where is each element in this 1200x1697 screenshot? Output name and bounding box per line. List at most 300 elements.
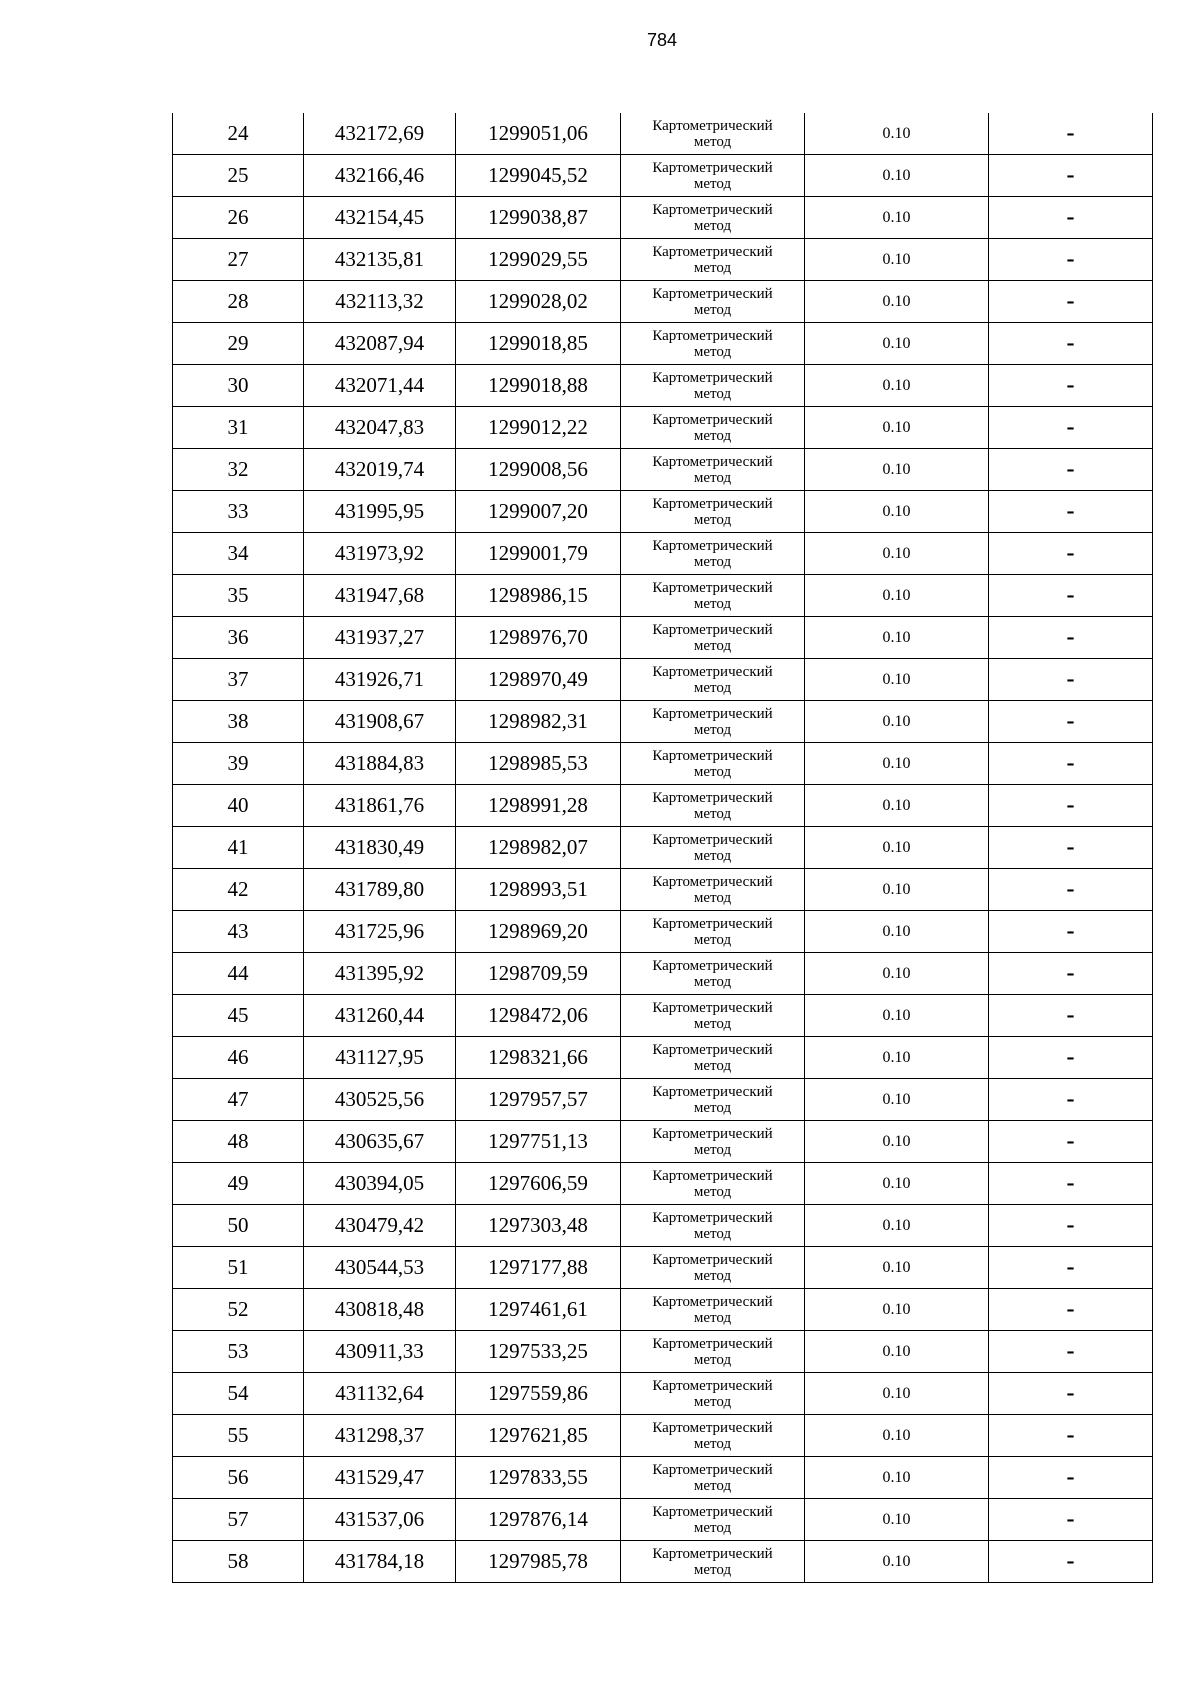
method-line-2: метод: [693, 973, 732, 990]
method-cell: [621, 953, 805, 995]
accuracy-cell: 0.10: [805, 239, 989, 281]
method-line-1: Картометрический: [652, 159, 773, 176]
point-number-cell: 25: [173, 155, 304, 197]
method-cell: [621, 1079, 805, 1121]
table-row: [173, 449, 1153, 491]
point-number-cell: 48: [173, 1121, 304, 1163]
table-row: [173, 197, 1153, 239]
method-line-1: Картометрический: [652, 411, 773, 428]
method-cell: [621, 1499, 805, 1541]
x-coordinate-cell: 432166,46: [304, 155, 456, 197]
method-cell: [621, 1457, 805, 1499]
method-line-2: метод: [693, 1351, 732, 1368]
x-coordinate-cell: 431725,96: [304, 911, 456, 953]
method-cell: [621, 323, 805, 365]
note-cell: -: [989, 155, 1153, 197]
x-coordinate-cell: 431537,06: [304, 1499, 456, 1541]
method-line-2: метод: [693, 469, 732, 486]
method-line-2: метод: [693, 637, 732, 654]
method-line-2: метод: [693, 1225, 732, 1242]
x-coordinate-cell: 431789,80: [304, 869, 456, 911]
note-cell: -: [989, 1373, 1153, 1415]
point-number-cell: 44: [173, 953, 304, 995]
accuracy-cell: 0.10: [805, 365, 989, 407]
y-coordinate-cell: 1297606,59: [456, 1163, 621, 1205]
table-row: [173, 1079, 1153, 1121]
note-cell: -: [989, 1499, 1153, 1541]
point-number-cell: 47: [173, 1079, 304, 1121]
table-row: [173, 1373, 1153, 1415]
method-cell: [621, 1331, 805, 1373]
table-row: [173, 827, 1153, 869]
accuracy-cell: 0.10: [805, 953, 989, 995]
point-number-cell: 28: [173, 281, 304, 323]
method-cell: [621, 827, 805, 869]
note-cell: -: [989, 533, 1153, 575]
accuracy-cell: 0.10: [805, 785, 989, 827]
method-line-1: Картометрический: [652, 495, 773, 512]
method-cell: [621, 1121, 805, 1163]
method-cell: [621, 155, 805, 197]
accuracy-cell: 0.10: [805, 1247, 989, 1289]
table-row: [173, 743, 1153, 785]
y-coordinate-cell: 1298709,59: [456, 953, 621, 995]
note-cell: -: [989, 743, 1153, 785]
table-row: [173, 239, 1153, 281]
table-row: [173, 1121, 1153, 1163]
point-number-cell: 38: [173, 701, 304, 743]
note-cell: -: [989, 1289, 1153, 1331]
accuracy-cell: 0.10: [805, 533, 989, 575]
method-line-1: Картометрический: [652, 1125, 773, 1142]
accuracy-cell: 0.10: [805, 1415, 989, 1457]
y-coordinate-cell: 1298970,49: [456, 659, 621, 701]
method-cell: [621, 1163, 805, 1205]
y-coordinate-cell: 1298982,07: [456, 827, 621, 869]
method-line-2: метод: [693, 1099, 732, 1116]
point-number-cell: 43: [173, 911, 304, 953]
accuracy-cell: 0.10: [805, 1331, 989, 1373]
x-coordinate-cell: 431995,95: [304, 491, 456, 533]
method-line-1: Картометрический: [652, 579, 773, 596]
accuracy-cell: 0.10: [805, 617, 989, 659]
x-coordinate-cell: 431926,71: [304, 659, 456, 701]
accuracy-cell: 0.10: [805, 1037, 989, 1079]
method-cell: [621, 1205, 805, 1247]
table-row: [173, 659, 1153, 701]
method-line-1: Картометрический: [652, 873, 773, 890]
method-line-2: метод: [693, 301, 732, 318]
method-cell: [621, 1415, 805, 1457]
table-row: [173, 281, 1153, 323]
x-coordinate-cell: 430479,42: [304, 1205, 456, 1247]
y-coordinate-cell: 1297833,55: [456, 1457, 621, 1499]
method-line-2: метод: [693, 1561, 732, 1578]
y-coordinate-cell: 1299038,87: [456, 197, 621, 239]
y-coordinate-cell: 1299028,02: [456, 281, 621, 323]
method-line-2: метод: [693, 133, 732, 150]
point-number-cell: 32: [173, 449, 304, 491]
table-row: [173, 155, 1153, 197]
y-coordinate-cell: 1298969,20: [456, 911, 621, 953]
point-number-cell: 52: [173, 1289, 304, 1331]
method-line-2: метод: [693, 385, 732, 402]
x-coordinate-cell: 431127,95: [304, 1037, 456, 1079]
method-line-2: метод: [693, 175, 732, 192]
y-coordinate-cell: 1299007,20: [456, 491, 621, 533]
method-cell: [621, 407, 805, 449]
table-row: [173, 995, 1153, 1037]
accuracy-cell: 0.10: [805, 743, 989, 785]
method-line-1: Картометрический: [652, 663, 773, 680]
method-line-2: метод: [693, 763, 732, 780]
x-coordinate-cell: 432087,94: [304, 323, 456, 365]
method-line-1: Картометрический: [652, 705, 773, 722]
note-cell: -: [989, 1037, 1153, 1079]
method-cell: [621, 197, 805, 239]
note-cell: -: [989, 617, 1153, 659]
accuracy-cell: 0.10: [805, 113, 989, 155]
method-line-2: метод: [693, 931, 732, 948]
note-cell: -: [989, 365, 1153, 407]
x-coordinate-cell: 432047,83: [304, 407, 456, 449]
note-cell: -: [989, 953, 1153, 995]
x-coordinate-cell: 431395,92: [304, 953, 456, 995]
point-number-cell: 35: [173, 575, 304, 617]
y-coordinate-cell: 1298976,70: [456, 617, 621, 659]
method-line-1: Картометрический: [652, 1209, 773, 1226]
y-coordinate-cell: 1297461,61: [456, 1289, 621, 1331]
y-coordinate-cell: 1299012,22: [456, 407, 621, 449]
point-number-cell: 51: [173, 1247, 304, 1289]
y-coordinate-cell: 1298993,51: [456, 869, 621, 911]
x-coordinate-cell: 431884,83: [304, 743, 456, 785]
x-coordinate-cell: 431529,47: [304, 1457, 456, 1499]
method-line-1: Картометрический: [652, 1041, 773, 1058]
x-coordinate-cell: 432019,74: [304, 449, 456, 491]
point-number-cell: 34: [173, 533, 304, 575]
method-line-1: Картометрический: [652, 957, 773, 974]
x-coordinate-cell: 430818,48: [304, 1289, 456, 1331]
table-row: [173, 1415, 1153, 1457]
note-cell: -: [989, 911, 1153, 953]
table-row: [173, 953, 1153, 995]
method-cell: [621, 743, 805, 785]
point-number-cell: 49: [173, 1163, 304, 1205]
point-number-cell: 31: [173, 407, 304, 449]
y-coordinate-cell: 1299045,52: [456, 155, 621, 197]
accuracy-cell: 0.10: [805, 407, 989, 449]
method-cell: [621, 239, 805, 281]
method-line-2: метод: [693, 847, 732, 864]
table-row: [173, 1037, 1153, 1079]
note-cell: -: [989, 1457, 1153, 1499]
accuracy-cell: 0.10: [805, 1289, 989, 1331]
method-line-1: Картометрический: [652, 831, 773, 848]
method-line-2: метод: [693, 721, 732, 738]
note-cell: -: [989, 239, 1153, 281]
point-number-cell: 37: [173, 659, 304, 701]
note-cell: -: [989, 701, 1153, 743]
x-coordinate-cell: 432172,69: [304, 113, 456, 155]
point-number-cell: 27: [173, 239, 304, 281]
table-row: [173, 1205, 1153, 1247]
x-coordinate-cell: 430544,53: [304, 1247, 456, 1289]
point-number-cell: 45: [173, 995, 304, 1037]
x-coordinate-cell: 431830,49: [304, 827, 456, 869]
method-line-1: Картометрический: [652, 999, 773, 1016]
method-line-2: метод: [693, 343, 732, 360]
method-line-1: Картометрический: [652, 1503, 773, 1520]
method-line-1: Картометрический: [652, 1419, 773, 1436]
method-line-2: метод: [693, 1183, 732, 1200]
point-number-cell: 30: [173, 365, 304, 407]
method-cell: [621, 1289, 805, 1331]
x-coordinate-cell: 430394,05: [304, 1163, 456, 1205]
y-coordinate-cell: 1298982,31: [456, 701, 621, 743]
method-line-1: Картометрический: [652, 1461, 773, 1478]
accuracy-cell: 0.10: [805, 701, 989, 743]
note-cell: -: [989, 575, 1153, 617]
method-line-1: Картометрический: [652, 1083, 773, 1100]
method-line-2: метод: [693, 1141, 732, 1158]
note-cell: -: [989, 323, 1153, 365]
accuracy-cell: 0.10: [805, 197, 989, 239]
method-line-1: Картометрический: [652, 1545, 773, 1562]
accuracy-cell: 0.10: [805, 281, 989, 323]
method-line-2: метод: [693, 259, 732, 276]
x-coordinate-cell: 431908,67: [304, 701, 456, 743]
x-coordinate-cell: 430525,56: [304, 1079, 456, 1121]
accuracy-cell: 0.10: [805, 1163, 989, 1205]
table-row: [173, 1247, 1153, 1289]
method-line-2: метод: [693, 595, 732, 612]
y-coordinate-cell: 1299051,06: [456, 113, 621, 155]
table-row: [173, 617, 1153, 659]
method-cell: [621, 869, 805, 911]
table-row: [173, 869, 1153, 911]
point-number-cell: 50: [173, 1205, 304, 1247]
note-cell: -: [989, 491, 1153, 533]
y-coordinate-cell: 1297751,13: [456, 1121, 621, 1163]
method-line-2: метод: [693, 1393, 732, 1410]
note-cell: -: [989, 995, 1153, 1037]
note-cell: -: [989, 1205, 1153, 1247]
point-number-cell: 56: [173, 1457, 304, 1499]
method-line-1: Картометрический: [652, 537, 773, 554]
x-coordinate-cell: 431132,64: [304, 1373, 456, 1415]
note-cell: -: [989, 1331, 1153, 1373]
x-coordinate-cell: 431947,68: [304, 575, 456, 617]
accuracy-cell: 0.10: [805, 1541, 989, 1583]
table-row: [173, 1289, 1153, 1331]
method-line-2: метод: [693, 1477, 732, 1494]
point-number-cell: 39: [173, 743, 304, 785]
accuracy-cell: 0.10: [805, 491, 989, 533]
method-cell: [621, 449, 805, 491]
point-number-cell: 54: [173, 1373, 304, 1415]
method-cell: [621, 113, 805, 155]
accuracy-cell: 0.10: [805, 995, 989, 1037]
point-number-cell: 29: [173, 323, 304, 365]
accuracy-cell: 0.10: [805, 1079, 989, 1121]
point-number-cell: 46: [173, 1037, 304, 1079]
method-line-1: Картометрический: [652, 1335, 773, 1352]
method-line-1: Картометрический: [652, 1251, 773, 1268]
note-cell: -: [989, 281, 1153, 323]
table-row: [173, 533, 1153, 575]
y-coordinate-cell: 1298991,28: [456, 785, 621, 827]
x-coordinate-cell: 431784,18: [304, 1541, 456, 1583]
table-row: [173, 1499, 1153, 1541]
method-line-1: Картометрический: [652, 243, 773, 260]
method-line-1: Картометрический: [652, 747, 773, 764]
method-line-2: метод: [693, 1519, 732, 1536]
table-row: [173, 575, 1153, 617]
note-cell: -: [989, 827, 1153, 869]
point-number-cell: 42: [173, 869, 304, 911]
page-number: 784: [646, 30, 678, 50]
method-line-2: метод: [693, 217, 732, 234]
y-coordinate-cell: 1297177,88: [456, 1247, 621, 1289]
y-coordinate-cell: 1299008,56: [456, 449, 621, 491]
method-line-2: метод: [693, 511, 732, 528]
point-number-cell: 53: [173, 1331, 304, 1373]
point-number-cell: 58: [173, 1541, 304, 1583]
accuracy-cell: 0.10: [805, 575, 989, 617]
table-row: [173, 113, 1153, 155]
table-row: [173, 365, 1153, 407]
method-line-1: Картометрический: [652, 1167, 773, 1184]
table-row: [173, 407, 1153, 449]
note-cell: -: [989, 1541, 1153, 1583]
y-coordinate-cell: 1299001,79: [456, 533, 621, 575]
y-coordinate-cell: 1298472,06: [456, 995, 621, 1037]
table-row: [173, 911, 1153, 953]
x-coordinate-cell: 432154,45: [304, 197, 456, 239]
note-cell: -: [989, 407, 1153, 449]
method-line-2: метод: [693, 427, 732, 444]
x-coordinate-cell: 431298,37: [304, 1415, 456, 1457]
note-cell: -: [989, 869, 1153, 911]
method-line-1: Картометрический: [652, 201, 773, 218]
point-number-cell: 57: [173, 1499, 304, 1541]
method-line-1: Картометрический: [652, 1293, 773, 1310]
method-line-2: метод: [693, 805, 732, 822]
x-coordinate-cell: 430635,67: [304, 1121, 456, 1163]
table-row: [173, 1331, 1153, 1373]
table-row: [173, 323, 1153, 365]
y-coordinate-cell: 1298321,66: [456, 1037, 621, 1079]
accuracy-cell: 0.10: [805, 1457, 989, 1499]
note-cell: -: [989, 1247, 1153, 1289]
method-cell: [621, 1541, 805, 1583]
method-line-2: метод: [693, 1267, 732, 1284]
y-coordinate-cell: 1299018,85: [456, 323, 621, 365]
method-line-1: Картометрический: [652, 621, 773, 638]
note-cell: -: [989, 449, 1153, 491]
method-cell: [621, 911, 805, 953]
note-cell: -: [989, 785, 1153, 827]
accuracy-cell: 0.10: [805, 1373, 989, 1415]
method-cell: [621, 575, 805, 617]
accuracy-cell: 0.10: [805, 155, 989, 197]
x-coordinate-cell: 430911,33: [304, 1331, 456, 1373]
point-number-cell: 41: [173, 827, 304, 869]
accuracy-cell: 0.10: [805, 1121, 989, 1163]
method-line-1: Картометрический: [652, 117, 773, 134]
method-line-1: Картометрический: [652, 369, 773, 386]
y-coordinate-cell: 1297621,85: [456, 1415, 621, 1457]
table-row: [173, 1457, 1153, 1499]
note-cell: -: [989, 1079, 1153, 1121]
note-cell: -: [989, 1163, 1153, 1205]
table-row: [173, 491, 1153, 533]
note-cell: -: [989, 659, 1153, 701]
method-cell: [621, 1247, 805, 1289]
method-cell: [621, 1037, 805, 1079]
point-number-cell: 40: [173, 785, 304, 827]
y-coordinate-cell: 1297957,57: [456, 1079, 621, 1121]
note-cell: -: [989, 197, 1153, 239]
x-coordinate-cell: 432113,32: [304, 281, 456, 323]
accuracy-cell: 0.10: [805, 827, 989, 869]
table-row: [173, 1163, 1153, 1205]
method-cell: [621, 1373, 805, 1415]
accuracy-cell: 0.10: [805, 659, 989, 701]
point-number-cell: 33: [173, 491, 304, 533]
method-line-2: метод: [693, 1057, 732, 1074]
accuracy-cell: 0.10: [805, 323, 989, 365]
coordinates-table-body: [173, 113, 1153, 1583]
x-coordinate-cell: 431861,76: [304, 785, 456, 827]
method-cell: [621, 365, 805, 407]
method-cell: [621, 785, 805, 827]
y-coordinate-cell: 1298985,53: [456, 743, 621, 785]
point-number-cell: 55: [173, 1415, 304, 1457]
method-cell: [621, 701, 805, 743]
method-line-2: метод: [693, 553, 732, 570]
y-coordinate-cell: 1297559,86: [456, 1373, 621, 1415]
accuracy-cell: 0.10: [805, 1205, 989, 1247]
table-row: [173, 701, 1153, 743]
method-line-1: Картометрический: [652, 1377, 773, 1394]
accuracy-cell: 0.10: [805, 911, 989, 953]
x-coordinate-cell: 431937,27: [304, 617, 456, 659]
method-cell: [621, 491, 805, 533]
method-line-2: метод: [693, 889, 732, 906]
method-line-1: Картометрический: [652, 285, 773, 302]
table-row: [173, 785, 1153, 827]
accuracy-cell: 0.10: [805, 449, 989, 491]
y-coordinate-cell: 1299018,88: [456, 365, 621, 407]
method-line-2: метод: [693, 1309, 732, 1326]
y-coordinate-cell: 1299029,55: [456, 239, 621, 281]
x-coordinate-cell: 431260,44: [304, 995, 456, 1037]
note-cell: -: [989, 113, 1153, 155]
method-cell: [621, 617, 805, 659]
method-line-2: метод: [693, 679, 732, 696]
y-coordinate-cell: 1297533,25: [456, 1331, 621, 1373]
accuracy-cell: 0.10: [805, 869, 989, 911]
x-coordinate-cell: 432135,81: [304, 239, 456, 281]
method-line-1: Картометрический: [652, 789, 773, 806]
method-cell: [621, 533, 805, 575]
method-line-1: Картометрический: [652, 453, 773, 470]
point-number-cell: 26: [173, 197, 304, 239]
method-line-2: метод: [693, 1435, 732, 1452]
y-coordinate-cell: 1298986,15: [456, 575, 621, 617]
